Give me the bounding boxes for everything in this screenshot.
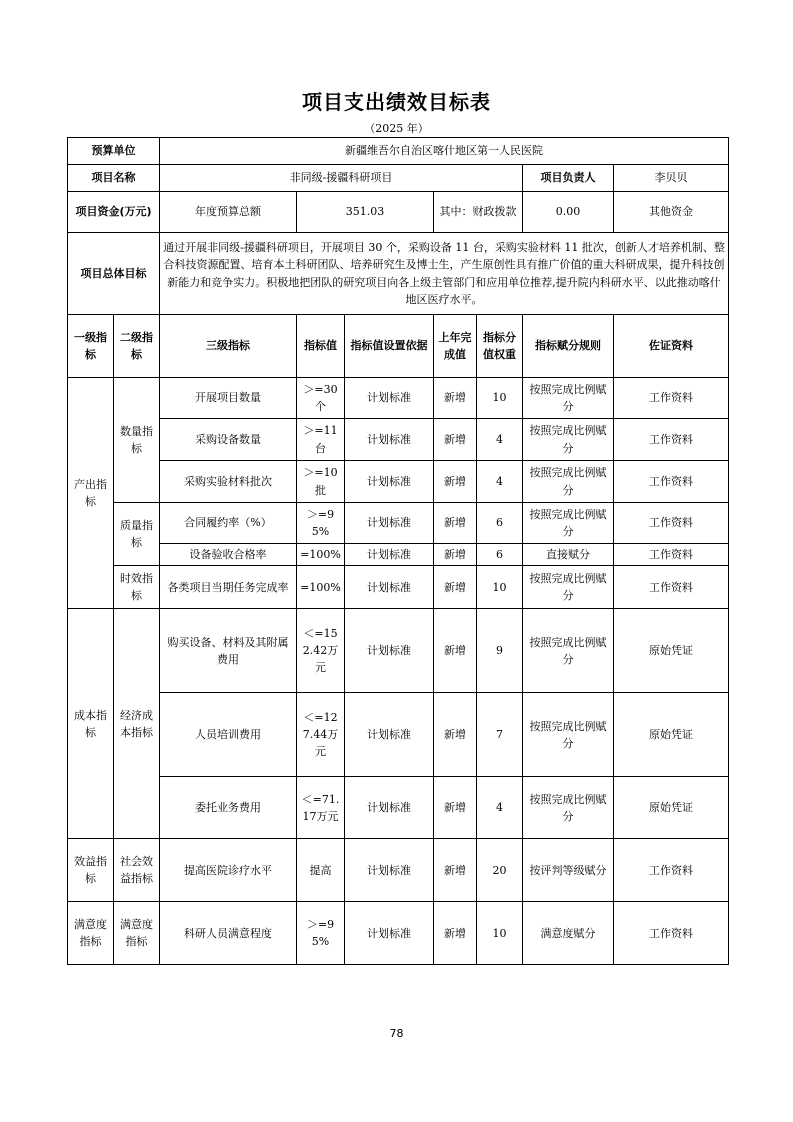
other-funds-label: 其他资金: [614, 192, 729, 233]
basis-cell: 计划标准: [345, 609, 434, 693]
indicator-cell: 采购实验材料批次: [160, 461, 297, 503]
project-leader-value: 李贝贝: [614, 165, 729, 192]
header-rule: 指标赋分规则: [523, 315, 614, 378]
basis-cell: 计划标准: [345, 693, 434, 777]
indicator-cell: 人员培训费用: [160, 693, 297, 777]
prev-cell: 新增: [434, 566, 477, 609]
basis-cell: 计划标准: [345, 566, 434, 609]
group-economic-cost: 经济成本指标: [114, 609, 160, 839]
rule-cell: 按照完成比例赋分: [523, 777, 614, 839]
fiscal-funds-label: 其中：财政拨款: [434, 192, 523, 233]
table-row: [68, 693, 729, 777]
prev-cell: 新增: [434, 503, 477, 544]
performance-target-table: [67, 137, 729, 965]
indicator-cell: 合同履约率（%）: [160, 503, 297, 544]
basis-cell: 计划标准: [345, 902, 434, 965]
indicator-cell: 科研人员满意程度: [160, 902, 297, 965]
value-cell: ＜=152.42万元: [297, 609, 345, 693]
prev-cell: 新增: [434, 902, 477, 965]
project-name-value: 非同级-援疆科研项目: [160, 165, 523, 192]
goal-row: [68, 233, 729, 315]
evidence-cell: 工作资料: [614, 378, 729, 419]
funds-row: [68, 192, 729, 233]
header-evidence: 佐证资料: [614, 315, 729, 378]
basis-cell: 计划标准: [345, 544, 434, 566]
table-row: [68, 609, 729, 693]
weight-cell: 10: [477, 566, 523, 609]
header-level2: 二级指标: [114, 315, 160, 378]
group-cost: 成本指标: [68, 609, 114, 839]
budget-unit-label: 预算单位: [68, 138, 160, 165]
funds-label: 项目资金(万元): [68, 192, 160, 233]
group-satisfaction-sub: 满意度指标: [114, 902, 160, 965]
evidence-cell: 工作资料: [614, 544, 729, 566]
prev-cell: 新增: [434, 544, 477, 566]
indicator-cell: 开展项目数量: [160, 378, 297, 419]
table-row: [68, 419, 729, 461]
annual-budget-value: 351.03: [297, 192, 434, 233]
table-row: [68, 503, 729, 544]
rule-cell: 按评判等级赋分: [523, 839, 614, 902]
basis-cell: 计划标准: [345, 461, 434, 503]
table-row: [68, 566, 729, 609]
indicator-cell: 提高医院诊疗水平: [160, 839, 297, 902]
table-row: [68, 839, 729, 902]
group-timeliness: 时效指标: [114, 566, 160, 609]
weight-cell: 4: [477, 777, 523, 839]
weight-cell: 6: [477, 503, 523, 544]
weight-cell: 6: [477, 544, 523, 566]
evidence-cell: 原始凭证: [614, 609, 729, 693]
indicator-cell: 采购设备数量: [160, 419, 297, 461]
group-quantity: 数量指标: [114, 378, 160, 503]
weight-cell: 20: [477, 839, 523, 902]
value-cell: ＞=95%: [297, 902, 345, 965]
table-row: [68, 544, 729, 566]
indicator-cell: 购买设备、材料及其附属费用: [160, 609, 297, 693]
evidence-cell: 原始凭证: [614, 777, 729, 839]
goal-text: 通过开展非同级-援疆科研项目，开展项目 30 个，采购设备 11 台，采购实验材料 11 批次，创新人才培养机制、整合科技资源配置、培育本土科研团队、培养研究生及博士生，产生原创性具有推广价值的重大科研成果，提升科技创新能力和竞争实力。积极地把团队的研究项目向各上级主管部门和应用单位推荐,提升院内科研水平、以此推动喀什地区医疗水平。: [160, 233, 729, 315]
basis-cell: 计划标准: [345, 503, 434, 544]
value-cell: ＞=10批: [297, 461, 345, 503]
group-output: 产出指标: [68, 378, 114, 609]
header-row: [68, 315, 729, 378]
evidence-cell: 工作资料: [614, 419, 729, 461]
goal-label: 项目总体目标: [68, 233, 160, 315]
project-name-label: 项目名称: [68, 165, 160, 192]
evidence-cell: 工作资料: [614, 503, 729, 544]
basis-cell: 计划标准: [345, 839, 434, 902]
evidence-cell: 工作资料: [614, 902, 729, 965]
table-row: [68, 378, 729, 419]
page-title: 项目支出绩效目标表: [302, 90, 491, 114]
indicator-cell: 委托业务费用: [160, 777, 297, 839]
header-value: 指标值: [297, 315, 345, 378]
rule-cell: 直接赋分: [523, 544, 614, 566]
group-satisfaction: 满意度指标: [68, 902, 114, 965]
fiscal-funds-value: 0.00: [523, 192, 614, 233]
budget-unit-row: [68, 138, 729, 165]
weight-cell: 10: [477, 378, 523, 419]
rule-cell: 按照完成比例赋分: [523, 609, 614, 693]
prev-cell: 新增: [434, 693, 477, 777]
project-leader-label: 项目负责人: [523, 165, 614, 192]
prev-cell: 新增: [434, 609, 477, 693]
basis-cell: 计划标准: [345, 419, 434, 461]
table-row: [68, 461, 729, 503]
value-cell: ＞=11台: [297, 419, 345, 461]
group-benefit: 效益指标: [68, 839, 114, 902]
table-row: [68, 902, 729, 965]
evidence-cell: 工作资料: [614, 461, 729, 503]
basis-cell: 计划标准: [345, 378, 434, 419]
header-prev: 上年完成值: [434, 315, 477, 378]
year-label: （2025 年）: [364, 122, 429, 135]
indicator-cell: 设备验收合格率: [160, 544, 297, 566]
rule-cell: 按照完成比例赋分: [523, 461, 614, 503]
rule-cell: 按照完成比例赋分: [523, 693, 614, 777]
evidence-cell: 工作资料: [614, 566, 729, 609]
project-name-row: [68, 165, 729, 192]
weight-cell: 9: [477, 609, 523, 693]
header-weight: 指标分值权重: [477, 315, 523, 378]
prev-cell: 新增: [434, 777, 477, 839]
group-social-benefit: 社会效益指标: [114, 839, 160, 902]
value-cell: ＞=30个: [297, 378, 345, 419]
rule-cell: 按照完成比例赋分: [523, 419, 614, 461]
group-quality: 质量指标: [114, 503, 160, 566]
evidence-cell: 工作资料: [614, 839, 729, 902]
page-number: 78: [389, 1027, 404, 1040]
rule-cell: 满意度赋分: [523, 902, 614, 965]
prev-cell: 新增: [434, 378, 477, 419]
rule-cell: 按照完成比例赋分: [523, 566, 614, 609]
budget-unit-value: 新疆维吾尔自治区喀什地区第一人民医院: [160, 138, 729, 165]
indicator-cell: 各类项目当期任务完成率: [160, 566, 297, 609]
value-cell: =100%: [297, 544, 345, 566]
prev-cell: 新增: [434, 419, 477, 461]
basis-cell: 计划标准: [345, 777, 434, 839]
value-cell: 提高: [297, 839, 345, 902]
evidence-cell: 原始凭证: [614, 693, 729, 777]
rule-cell: 按照完成比例赋分: [523, 378, 614, 419]
value-cell: ＜=127.44万元: [297, 693, 345, 777]
rule-cell: 按照完成比例赋分: [523, 503, 614, 544]
weight-cell: 10: [477, 902, 523, 965]
annual-budget-label: 年度预算总额: [160, 192, 297, 233]
weight-cell: 4: [477, 419, 523, 461]
value-cell: =100%: [297, 566, 345, 609]
header-level1: 一级指标: [68, 315, 114, 378]
prev-cell: 新增: [434, 839, 477, 902]
value-cell: ＞=95%: [297, 503, 345, 544]
value-cell: ＜=71.17万元: [297, 777, 345, 839]
header-level3: 三级指标: [160, 315, 297, 378]
header-basis: 指标值设置依据: [345, 315, 434, 378]
table-row: [68, 777, 729, 839]
weight-cell: 4: [477, 461, 523, 503]
weight-cell: 7: [477, 693, 523, 777]
prev-cell: 新增: [434, 461, 477, 503]
